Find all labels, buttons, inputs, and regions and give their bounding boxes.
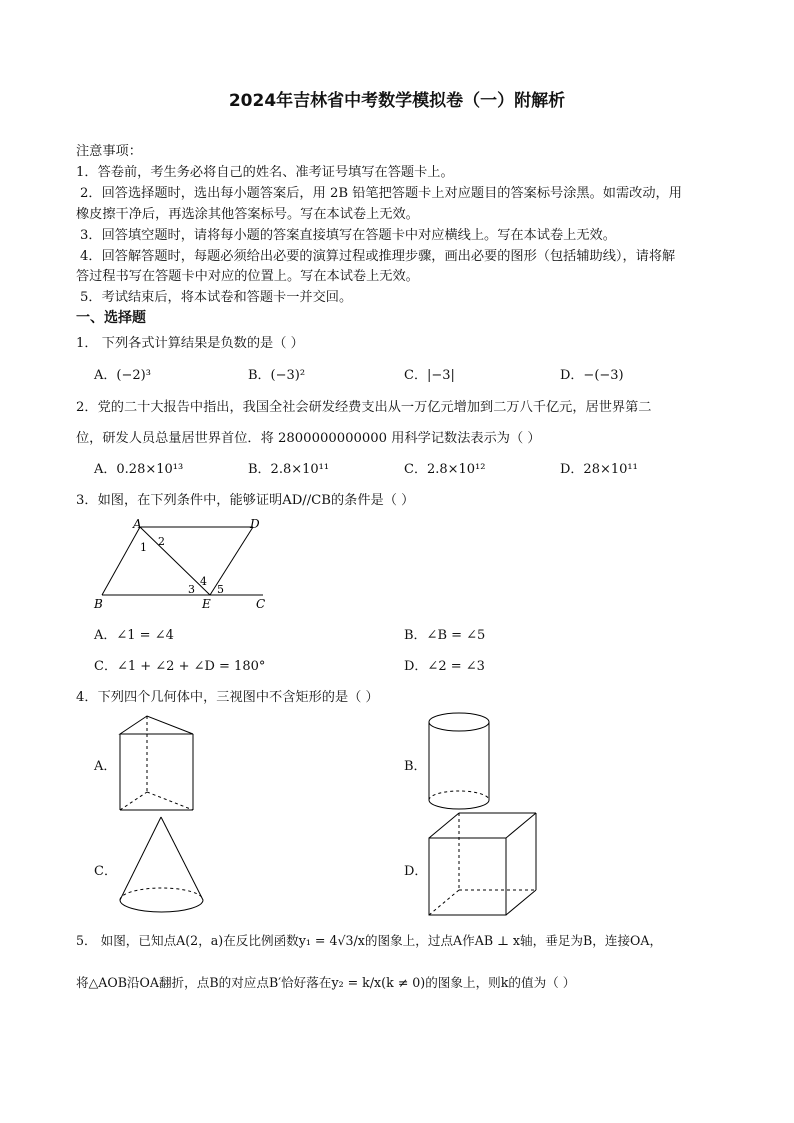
q4-stem: 4．下列四个几何体中，三视图中不含矩形的是（ ） bbox=[76, 690, 379, 705]
fig-label-4: 4 bbox=[200, 575, 207, 588]
fig-label-E: E bbox=[202, 597, 211, 611]
note-item-4: 4．回答解答题时，每题必须给出必要的演算过程或推理步骤，画出必要的图形（包括辅助线），请将解 bbox=[80, 249, 676, 264]
q2-option-d: D．28×10¹¹ bbox=[560, 462, 638, 477]
note-item-3: 3．回答填空题时，请将每小题的答案直接填写在答题卡中对应横线上。写在本试卷上无效。 bbox=[80, 228, 616, 243]
note-item-2: 2．回答选择题时，选出每小题答案后，用 2B 铅笔把答题卡上对应题目的答案标号涂黑。如需改动，用 bbox=[80, 186, 682, 201]
q2-option-c: C．2.8×10¹² bbox=[404, 462, 486, 477]
q2-stem-line2: 位，研发人员总量居世界首位．将 2800000000000 用科学记数法表示为（ ） bbox=[76, 431, 541, 446]
q2-stem-line1: 2．党的二十大报告中指出，我国全社会研发经费支出从一万亿元增加到二万八千亿元，居世界第二 bbox=[76, 400, 652, 415]
q5-stem-line2: 将△AOB沿OA翻折，点B的对应点B′恰好落在y₂ = k/x(k ≠ 0)的图象上，则k的值为（ ） bbox=[76, 975, 576, 990]
q1-stem: 1． 下列各式计算结果是负数的是（ ） bbox=[76, 336, 304, 351]
fig-label-C: C bbox=[256, 597, 266, 611]
page-title: 2024年吉林省中考数学模拟卷（一）附解析 bbox=[228, 91, 566, 111]
q3-option-c: C．∠1 + ∠2 + ∠D = 180° bbox=[94, 659, 266, 674]
q2-option-b: B．2.8×10¹¹ bbox=[248, 462, 330, 477]
q3-stem: 3．如图，在下列条件中，能够证明AD//CB的条件是（ ） bbox=[76, 493, 415, 508]
cube-figure bbox=[426, 810, 541, 920]
notes-heading: 注意事项： bbox=[76, 144, 142, 159]
q3-option-d: D．∠2 = ∠3 bbox=[404, 659, 485, 674]
fig-label-5: 5 bbox=[217, 583, 224, 596]
note-item-5: 5．考试结束后，将本试卷和答题卡一并交回。 bbox=[80, 290, 353, 305]
note-item-2-cont: 橡皮擦干净后，再选涂其他答案标号。写在本试卷上无效。 bbox=[76, 207, 419, 222]
note-item-1: 1．答卷前，考生务必将自己的姓名、准考证号填写在答题卡上。 bbox=[76, 165, 454, 180]
q4-option-d: D． bbox=[404, 864, 428, 879]
q1-option-a: A．(−2)³ bbox=[94, 368, 151, 383]
q5-stem-line1: 5． 如图，已知点A(2，a)在反比例函数y₁ = 4√3/x的图象上，过点A作AB ⊥ x轴，垂足为B，连接OA， bbox=[76, 933, 663, 948]
cylinder-figure bbox=[426, 710, 492, 815]
triangular-prism-figure bbox=[115, 714, 200, 814]
fig-label-1: 1 bbox=[140, 541, 147, 554]
fig-label-2: 2 bbox=[158, 535, 165, 548]
fig-label-D: D bbox=[250, 517, 260, 531]
section-heading-choice: 一、选择题 bbox=[76, 310, 146, 326]
q3-option-b: B．∠B = ∠5 bbox=[404, 628, 486, 643]
cone-figure bbox=[117, 815, 207, 917]
fig-label-3: 3 bbox=[188, 583, 195, 596]
fig-label-A: A bbox=[133, 517, 142, 531]
q4-option-b: B． bbox=[404, 759, 427, 774]
q2-option-a: A．0.28×10¹³ bbox=[94, 462, 184, 477]
fig-label-B: B bbox=[94, 597, 103, 611]
q1-option-c: C．|−3| bbox=[404, 368, 455, 383]
note-item-4-cont: 答过程书写在答题卡中对应的位置上。写在本试卷上无效。 bbox=[76, 269, 419, 284]
q3-option-a: A．∠1 = ∠4 bbox=[94, 628, 174, 643]
q4-option-a: A． bbox=[94, 759, 117, 774]
q4-option-c: C． bbox=[94, 864, 117, 879]
q3-parallelogram-figure bbox=[88, 515, 278, 615]
q1-option-d: D．−(−3) bbox=[560, 368, 624, 383]
q1-option-b: B．(−3)² bbox=[248, 368, 306, 383]
